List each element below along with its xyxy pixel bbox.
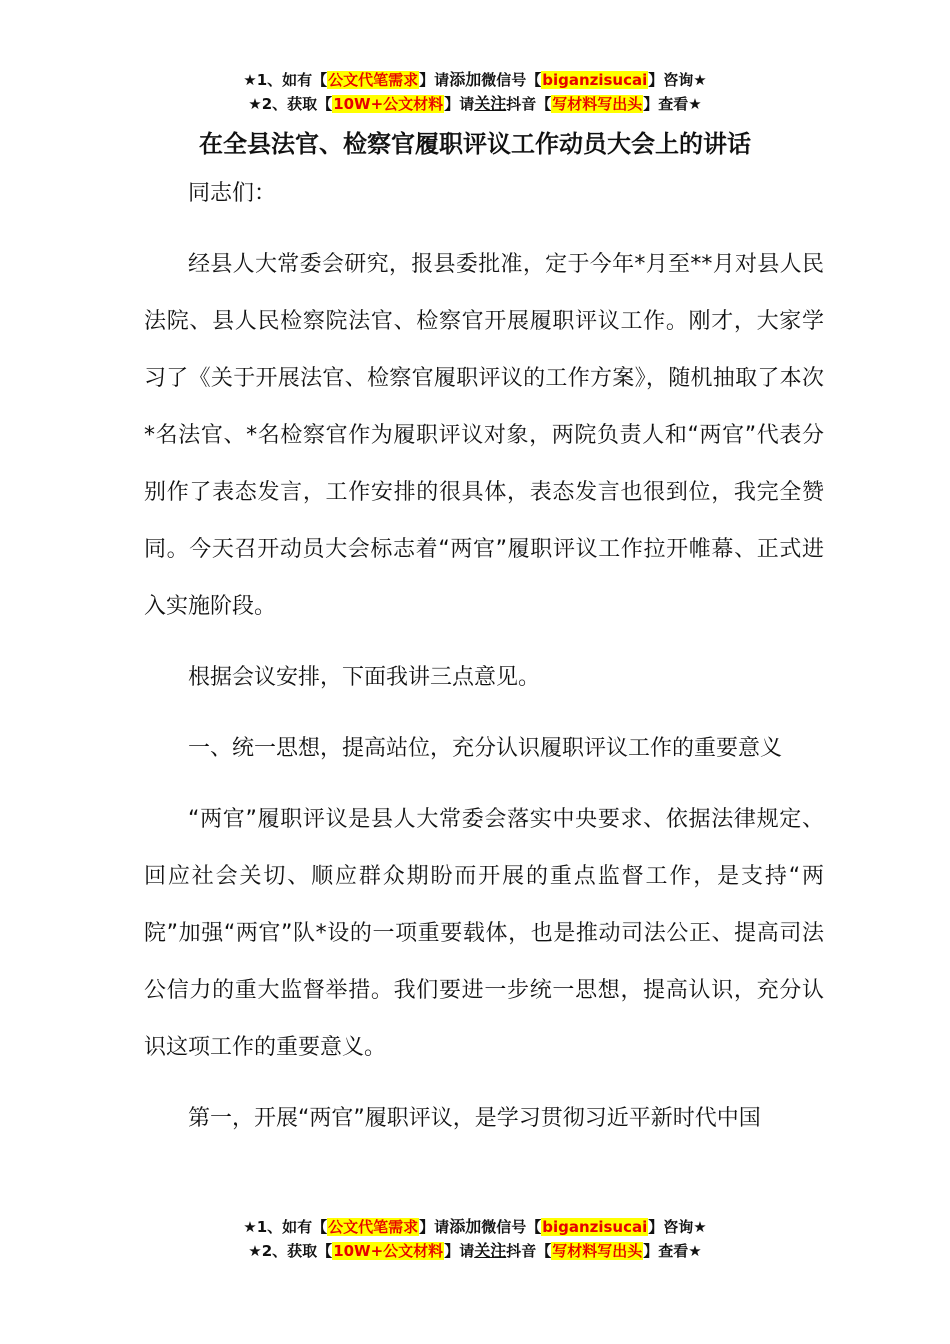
header-banner bbox=[0, 68, 950, 116]
banner-text: ★1、如有【 bbox=[243, 71, 328, 89]
banner-text: 】咨询★ bbox=[648, 1218, 707, 1236]
banner-text: 】请 bbox=[444, 1242, 475, 1260]
footer-banner bbox=[0, 1215, 950, 1263]
banner-text: 抖音【 bbox=[506, 95, 552, 113]
banner-text: 】咨询★ bbox=[648, 71, 707, 89]
paragraph: 根据会议安排，下面我讲三点意见。 bbox=[188, 665, 541, 690]
banner-text: 】请 bbox=[419, 71, 450, 89]
banner-highlight: 10W+公文材料 bbox=[333, 1242, 444, 1260]
document-title: 在全县法官、检察官履职评议工作动员大会上的讲话 bbox=[199, 130, 751, 158]
banner-text: 】查看★ bbox=[643, 1242, 702, 1260]
banner-highlight: 10W+公文材料 bbox=[333, 95, 444, 113]
banner-text: 】查看★ bbox=[643, 95, 702, 113]
banner-line-1 bbox=[0, 68, 950, 92]
banner-emphasis: 关注 bbox=[474, 94, 507, 113]
banner-text: 抖音【 bbox=[506, 1242, 552, 1260]
banner-emphasis: 关注 bbox=[474, 1241, 507, 1260]
banner-text: 】请 bbox=[419, 1218, 450, 1236]
banner-text: ★2、获取【 bbox=[248, 1242, 333, 1260]
banner-text: 微信号【 bbox=[481, 71, 542, 89]
paragraph: 第一，开展“两官”履职评议，是学习贯彻习近平新时代中国 bbox=[188, 1106, 761, 1131]
banner-wechat-id: biganzisucai bbox=[542, 1218, 648, 1236]
banner-line-2 bbox=[0, 92, 950, 116]
section-heading: 一、统一思想，提高站位，充分认识履职评议工作的重要意义 bbox=[188, 736, 783, 761]
banner-text: 微信号【 bbox=[481, 1218, 542, 1236]
banner-text: ★2、获取【 bbox=[248, 95, 333, 113]
banner-text: 】请 bbox=[444, 95, 475, 113]
banner-line-1 bbox=[0, 1215, 950, 1239]
salutation: 同志们： bbox=[188, 181, 277, 206]
banner-wechat-id: biganzisucai bbox=[542, 71, 648, 89]
document-body bbox=[144, 165, 824, 1161]
banner-emphasis: 添加 bbox=[449, 70, 482, 89]
banner-douyin-id: 写材料写出头 bbox=[552, 1242, 643, 1260]
banner-douyin-id: 写材料写出头 bbox=[552, 95, 643, 113]
paragraph: “两官”履职评议是县人大常委会落实中央要求、依据法律规定、回应社会关切、顺应群众期盼而开展的重点监督工作，是支持“两院”加强“两官”队*设的一项重要载体，也是推动司法公正、提高司法公信力的重大监督举措。我们要进一步统一思想，提高认识，充分认识这项工作的重要意义。 bbox=[144, 807, 824, 1060]
banner-highlight: 公文代笔需求 bbox=[328, 71, 419, 89]
banner-text: ★1、如有【 bbox=[243, 1218, 328, 1236]
banner-line-2 bbox=[0, 1239, 950, 1263]
paragraph: 经县人大常委会研究，报县委批准，定于今年*月至**月对县人民法院、县人民检察院法官、检察官开展履职评议工作。刚才，大家学习了《关于开展法官、检察官履职评议的工作方案》，随机抽取了本次*名法官、*名检察官作为履职评议对象，两院负责人和“两官”代表分别作了表态发言，工作安排的很具体，表态发言也很到位，我完全赞同。今天召开动员大会标志着“两官”履职评议工作拉开帷幕、正式进入实施阶段。 bbox=[144, 252, 824, 619]
banner-emphasis: 添加 bbox=[449, 1217, 482, 1236]
banner-highlight: 公文代笔需求 bbox=[328, 1218, 419, 1236]
